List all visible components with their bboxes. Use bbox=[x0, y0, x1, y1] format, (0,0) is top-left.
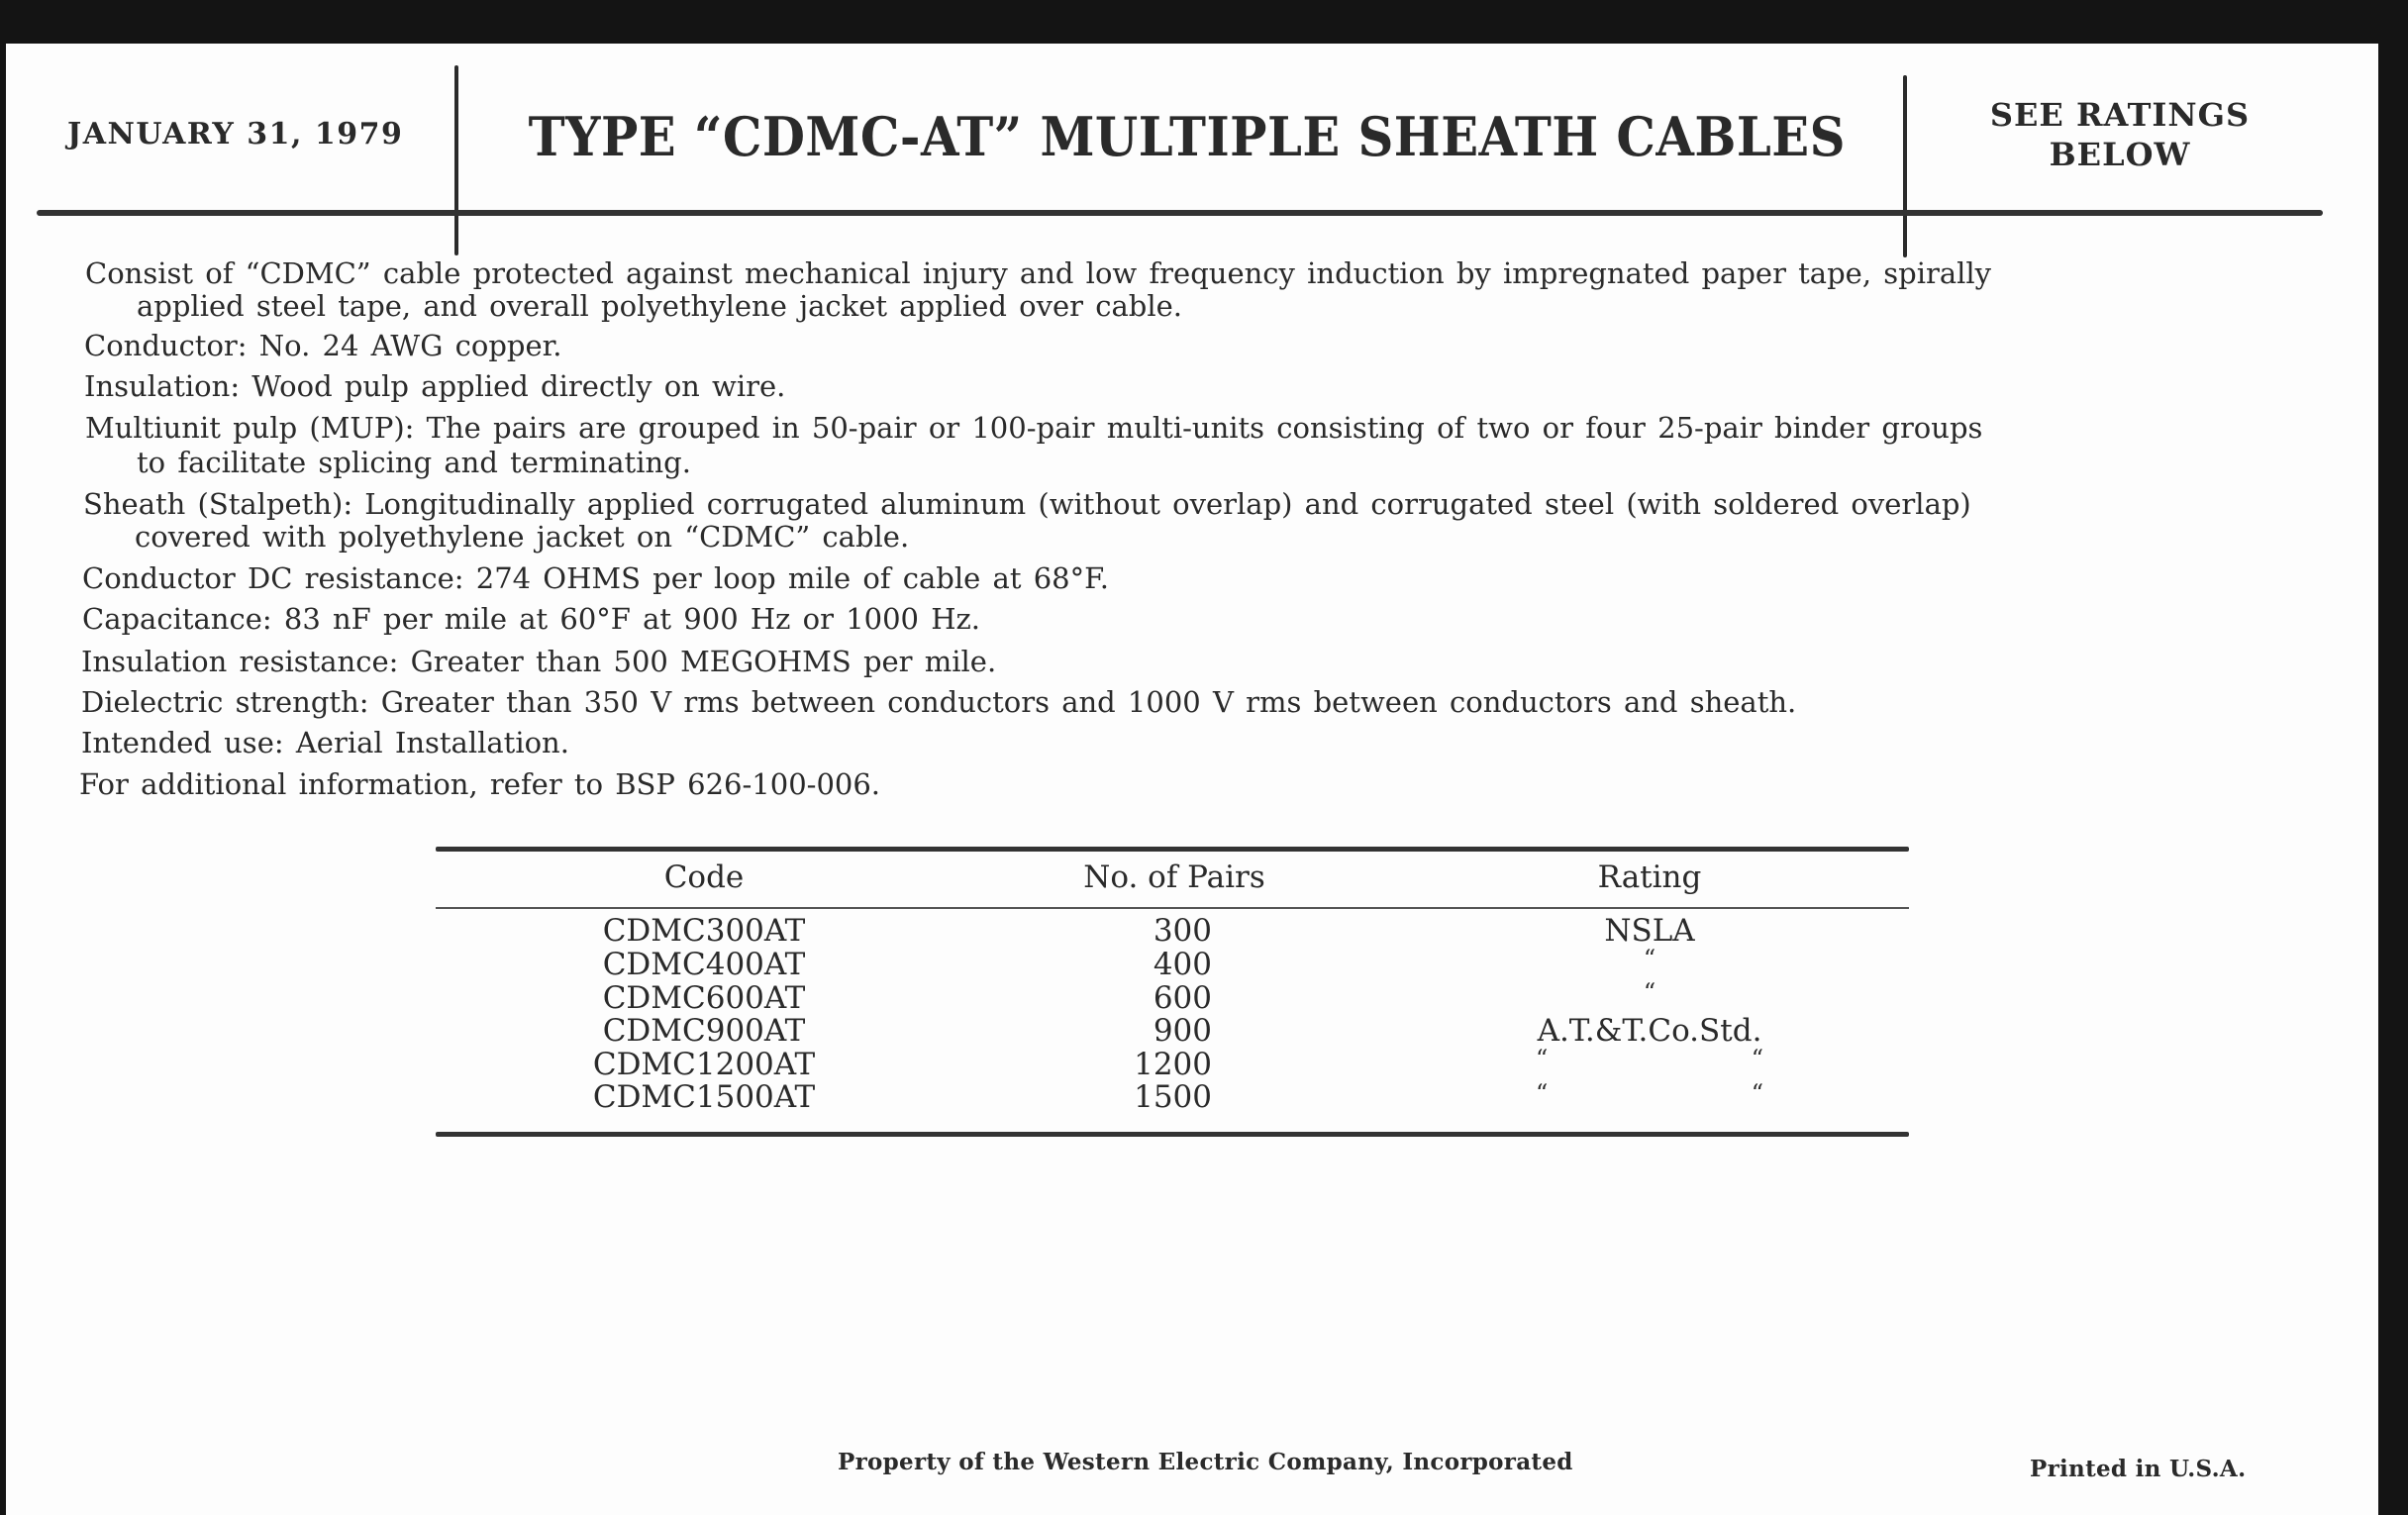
ditto-mark: “ bbox=[1536, 1079, 1549, 1107]
table-cell-code: CDMC600AT bbox=[602, 980, 806, 1016]
ratings-note-line1: SEE RATINGS bbox=[1989, 96, 2251, 134]
description-line-1: Consist of “CDMC” cable protected against mechanical injury and low frequency induction by impregnated paper tape, spirally bbox=[85, 256, 1992, 290]
table-cell-code: CDMC900AT bbox=[602, 1013, 806, 1049]
table-cell-rating-ditto: “ bbox=[1643, 978, 1656, 1006]
description-line-2: applied steel tape, and overall polyethylene jacket applied over cable. bbox=[137, 289, 1182, 323]
table-cell-code: CDMC300AT bbox=[602, 913, 806, 949]
table-cell-code: CDMC1200AT bbox=[592, 1047, 816, 1082]
document-title: TYPE “CDMC-AT” MULTIPLE SHEATH CABLES bbox=[528, 105, 1846, 168]
table-cell-pairs: 400 bbox=[1153, 947, 1212, 982]
header-rule bbox=[37, 210, 2323, 216]
ditto-mark: “ bbox=[1751, 1079, 1763, 1107]
table-cell-rating-ditto bbox=[1471, 1076, 1828, 1110]
table-top-rule bbox=[436, 847, 1909, 852]
spec-capacitance: Capacitance: 83 nF per mile at 60°F at 900 Hz or 1000 Hz. bbox=[82, 602, 981, 636]
spec-additional-info: For additional information, refer to BSP 626-100-006. bbox=[79, 767, 881, 801]
footer-printed-notice: Printed in U.S.A. bbox=[2030, 1456, 2247, 1482]
ratings-note-line2: BELOW bbox=[2049, 136, 2191, 173]
spec-multiunit-line-1: Multiunit pulp (MUP): The pairs are grouped in 50-pair or 100-pair multi-units consisting of two or four 25-pair binder groups bbox=[85, 411, 1983, 445]
spec-dielectric-strength: Dielectric strength: Greater than 350 V rms between conductors and 1000 V rms between conductors and sheath. bbox=[81, 685, 1797, 719]
table-cell-code: CDMC1500AT bbox=[592, 1079, 816, 1115]
table-cell-rating: NSLA bbox=[1604, 913, 1695, 949]
table-cell-pairs: 600 bbox=[1153, 980, 1212, 1016]
spec-dc-resistance: Conductor DC resistance: 274 OHMS per loop mile of cable at 68°F. bbox=[82, 561, 1109, 595]
spec-multiunit-line-2: to facilitate splicing and terminating. bbox=[137, 446, 691, 479]
ditto-mark: “ bbox=[1751, 1045, 1763, 1072]
ratings-note bbox=[1917, 95, 2323, 174]
table-cell-code: CDMC400AT bbox=[602, 947, 806, 982]
ditto-mark: “ bbox=[1536, 1045, 1549, 1072]
spec-insulation: Insulation: Wood pulp applied directly on wire. bbox=[84, 369, 786, 403]
spec-insulation-resistance: Insulation resistance: Greater than 500 MEGOHMS per mile. bbox=[81, 645, 997, 678]
footer-property-notice: Property of the Western Electric Company, Incorporated bbox=[838, 1449, 1573, 1475]
table-cell-rating-ditto: “ bbox=[1643, 945, 1656, 972]
table-header-pairs: No. of Pairs bbox=[1083, 859, 1265, 895]
header-divider-left bbox=[454, 65, 458, 255]
spec-intended-use: Intended use: Aerial Installation. bbox=[81, 726, 569, 759]
table-header-rating: Rating bbox=[1597, 859, 1702, 895]
table-cell-pairs: 300 bbox=[1153, 913, 1212, 949]
table-cell-pairs: 1500 bbox=[1134, 1079, 1212, 1115]
table-cell-rating-ditto bbox=[1471, 1042, 1828, 1075]
table-cell-rating: A.T.&T.Co.Std. bbox=[1537, 1013, 1762, 1049]
document-page bbox=[6, 44, 2378, 1515]
table-bottom-rule bbox=[436, 1132, 1909, 1137]
table-cell-pairs: 900 bbox=[1153, 1013, 1212, 1049]
table-header-code: Code bbox=[663, 859, 745, 895]
spec-sheath-line-2: covered with polyethylene jacket on “CDMC” cable. bbox=[135, 520, 910, 554]
table-header-rule bbox=[436, 907, 1909, 909]
table-cell-pairs: 1200 bbox=[1134, 1047, 1212, 1082]
document-date: JANUARY 31, 1979 bbox=[67, 117, 404, 152]
spec-conductor: Conductor: No. 24 AWG copper. bbox=[84, 329, 562, 362]
header-divider-right bbox=[1903, 75, 1907, 257]
spec-sheath-line-1: Sheath (Stalpeth): Longitudinally applied corrugated aluminum (without overlap) and corrugated steel (with soldered overlap) bbox=[83, 487, 1971, 521]
